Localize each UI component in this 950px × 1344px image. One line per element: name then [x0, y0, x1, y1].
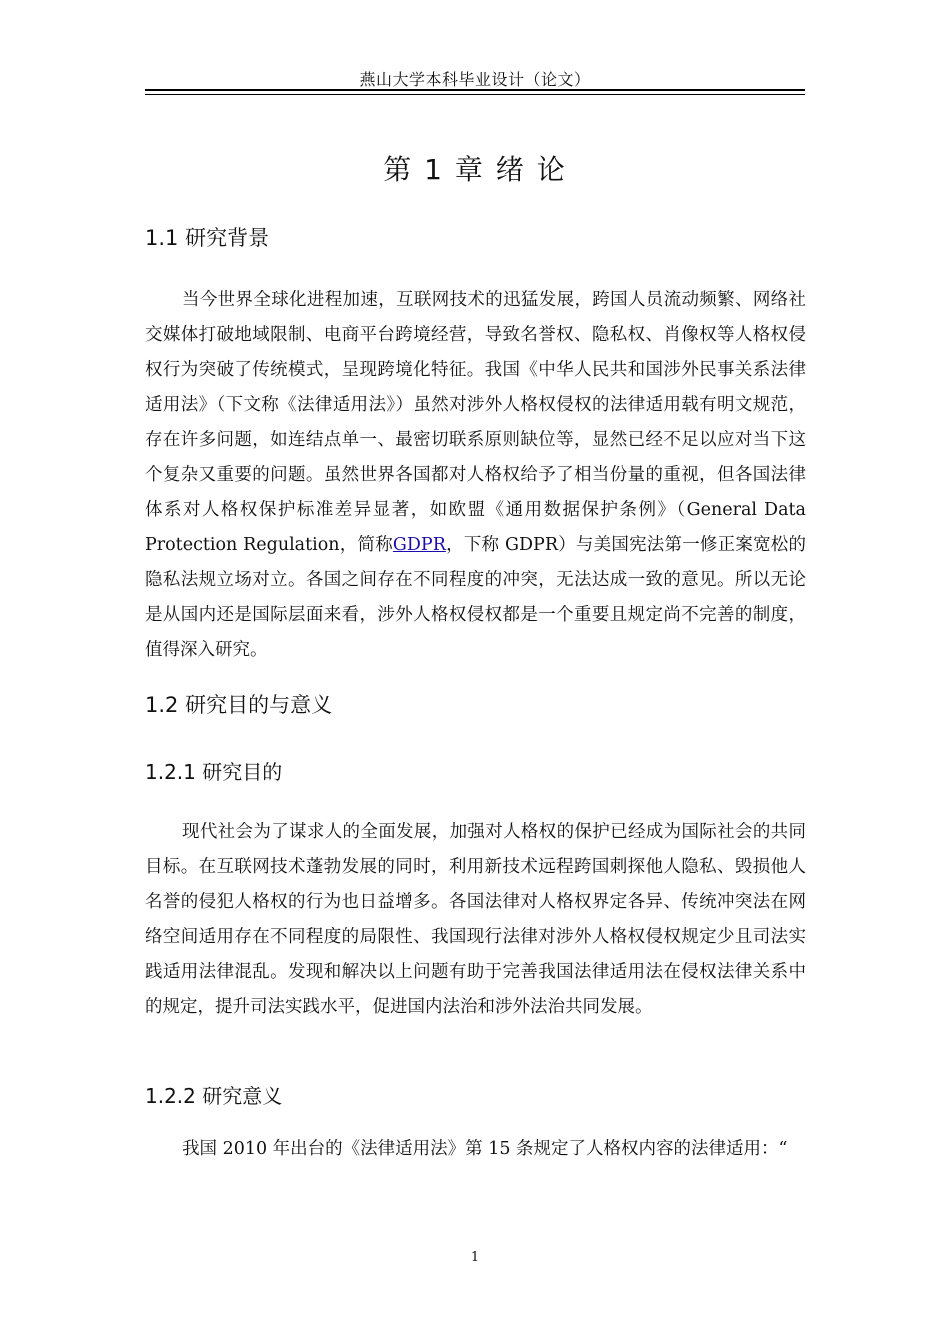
- header-rule-thick: [145, 89, 805, 91]
- paragraph-text: 当今世界全球化进程加速，互联网技术的迅猛发展，跨国人员流动频繁、网络社交媒体打破地域限制、电商平台跨境经营，导致名誉权、隐私权、肖像权等人格权侵权行为突破了传统模式，呈现跨境化特征。我国《中华人民共和国涉外民事关系法律适用法》（下文称《法律适用法》）虽然对涉外人格权侵权的法律适用载有明文规范，存在许多问题，如连结点单一、最密切联系原则缺位等，显然已经不足以应对当下这个复杂又重要的问题。虽然世界各国都对人格权给予了相当份量的重视，但各国法律体系对人格权保护标准差异显著，如欧盟《通用数据保护条例》（General Data Protection Regulation，简称: [145, 290, 806, 555]
- section-heading-1-2-1: 1.2.1 研究目的: [145, 760, 283, 784]
- section-heading-1-1: 1.1 研究背景: [145, 226, 270, 250]
- chapter-title: 第 1 章 绪 论: [383, 153, 567, 186]
- section-heading-1-2-2: 1.2.2 研究意义: [145, 1084, 283, 1108]
- paragraph-research-significance: 我国 2010 年出台的《法律适用法》第 15 条规定了人格权内容的法律适用：“: [182, 1139, 788, 1159]
- gdpr-link[interactable]: GDPR: [392, 535, 446, 555]
- paragraph-text: ，下称 GDPR）与美国宪法第一修正案宽松的隐私法规立场对立。各国之间存在不同程度的冲突，无法达成一致的意见。所以无论是从国内还是国际层面来看，涉外人格权侵权都是一个重要且规定尚不完善的制度，值得深入研究。: [145, 535, 806, 660]
- paragraph-research-background: [145, 283, 806, 668]
- page-number: 1: [470, 1250, 480, 1265]
- section-heading-1-2: 1.2 研究目的与意义: [145, 693, 333, 717]
- paragraph-research-purpose: 现代社会为了谋求人的全面发展，加强对人格权的保护已经成为国际社会的共同目标。在互联网技术蓬勃发展的同时，利用新技术远程跨国刺探他人隐私、毁损他人名誉的侵犯人格权的行为也日益增多。各国法律对人格权界定各异、传统冲突法在网络空间适用存在不同程度的局限性、我国现行法律对涉外人格权侵权规定少且司法实践适用法律混乱。发现和解决以上问题有助于完善我国法律适用法在侵权法律关系中的规定，提升司法实践水平，促进国内法治和涉外法治共同发展。: [145, 822, 806, 1017]
- running-header: 燕山大学本科毕业设计（论文）: [359, 70, 591, 89]
- header-rule-thin: [145, 94, 805, 95]
